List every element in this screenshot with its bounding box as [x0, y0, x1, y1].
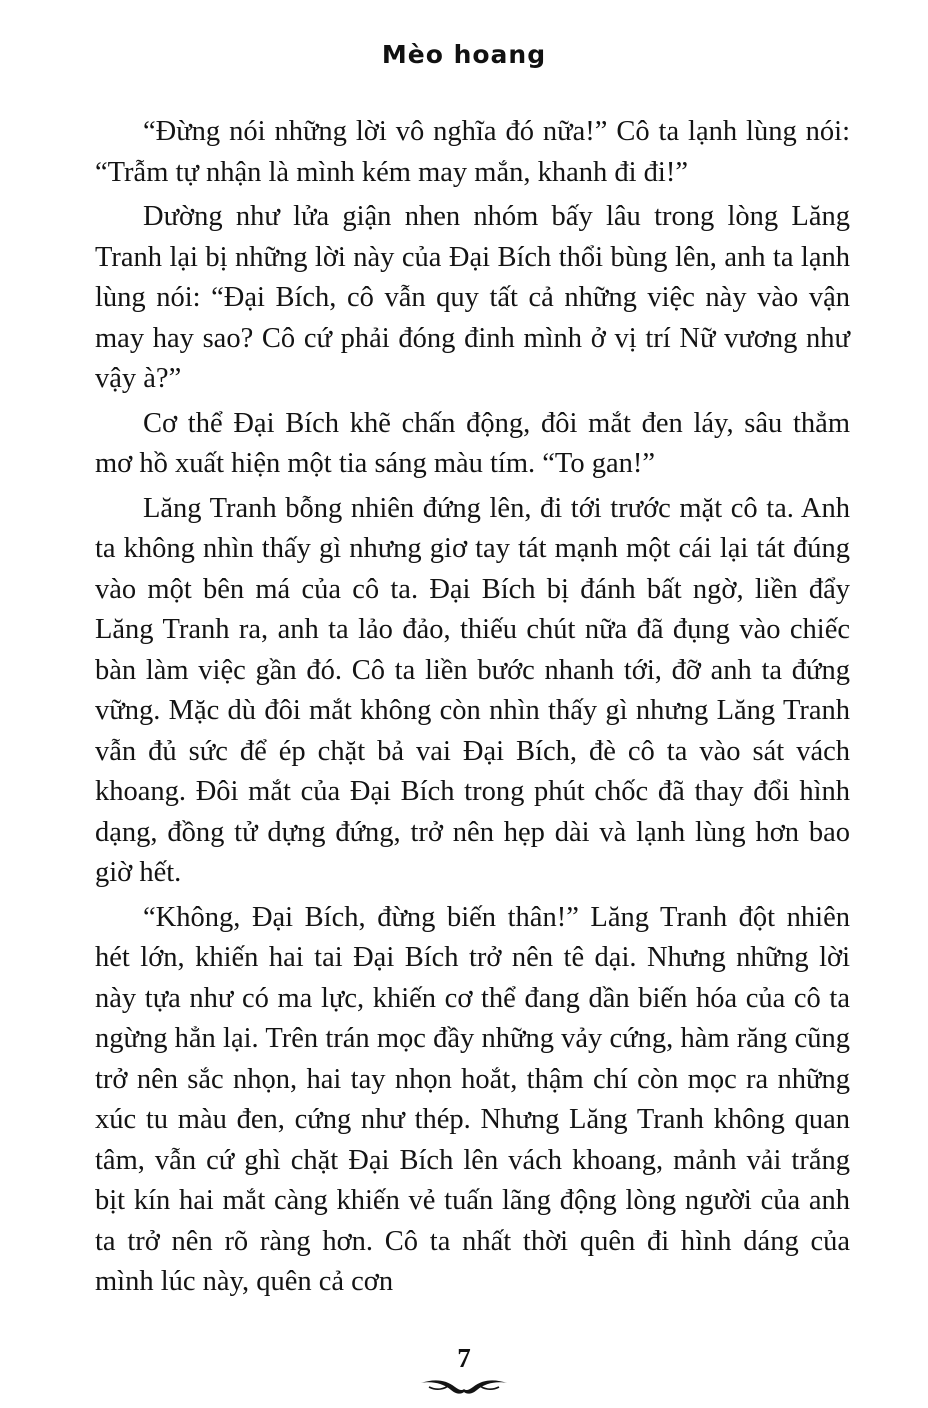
running-title: Mèo hoang: [381, 40, 547, 69]
paragraph-1: “Đừng nói những lời vô nghĩa đó nữa!” Cô ta lạnh lùng nói: “Trẫm tự nhận là mình kém may mắn, khanh đi đi!”: [95, 116, 850, 188]
swash-ornament-icon: [419, 1375, 509, 1397]
paragraph-2: Dường như lửa giận nhen nhóm bấy lâu trong lòng Lăng Tranh lại bị những lời này của Đại Bích thổi bùng lên, anh ta lạnh lùng nói: “Đại Bích, cô vẫn quy tất cả những việc này vào vận may hay sao? Cô cứ phải đóng đinh mình ở vị trí Nữ vương như vậy à?”: [95, 201, 850, 394]
body-text: [95, 112, 850, 1307]
paragraph-4: Lăng Tranh bỗng nhiên đứng lên, đi tới trước mặt cô ta. Anh ta không nhìn thấy gì nhưng giơ tay tát mạnh một cái lại tát đúng vào một bên má của cô ta. Đại Bích bị đánh bất ngờ, liền đẩy Lăng Tranh ra, anh ta lảo đảo, thiếu chút nữa đã đụng vào chiếc bàn làm việc gần đó. Cô ta liền bước nhanh tới, đỡ anh ta đứng vững. Mặc dù đôi mắt không còn nhìn thấy gì nhưng Lăng Tranh vẫn đủ sức để ép chặt bả vai Đại Bích, đè cô ta vào sát vách khoang. Đôi mắt của Đại Bích trong phút chốc đã thay đổi hình dạng, đồng tử dựng đứng, trở nên hẹp dài và lạnh lùng hơn bao giờ hết.: [95, 492, 850, 888]
page-number: 7: [457, 1343, 471, 1373]
paragraph-5: “Không, Đại Bích, đừng biến thân!” Lăng Tranh đột nhiên hét lớn, khiến hai tai Đại Bích trở nên tê dại. Nhưng những lời này tựa như có ma lực, khiến cơ thể đang dần biến hóa của cô ta ngừng hẳn lại. Trên trán mọc đầy những vảy cứng, hàm răng cũng trở nên sắc nhọn, hai tay nhọn hoắt, thậm chí còn mọc ra những xúc tu màu đen, cứng như thép. Nhưng Lăng Tranh không quan tâm, vẫn cứ ghì chặt Đại Bích lên vách khoang, mảnh vải trắng bịt kín hai mắt càng khiến vẻ tuấn lãng động lòng người của anh ta trở nên rõ ràng hơn. Cô ta nhất thời quên đi hình dáng của mình lúc này, quên cả cơn: [95, 901, 850, 1297]
folio: [0, 1343, 928, 1397]
paragraph-3: Cơ thể Đại Bích khẽ chấn động, đôi mắt đen láy, sâu thẳm mơ hồ xuất hiện một tia sáng màu tím. “To gan!”: [95, 407, 850, 479]
